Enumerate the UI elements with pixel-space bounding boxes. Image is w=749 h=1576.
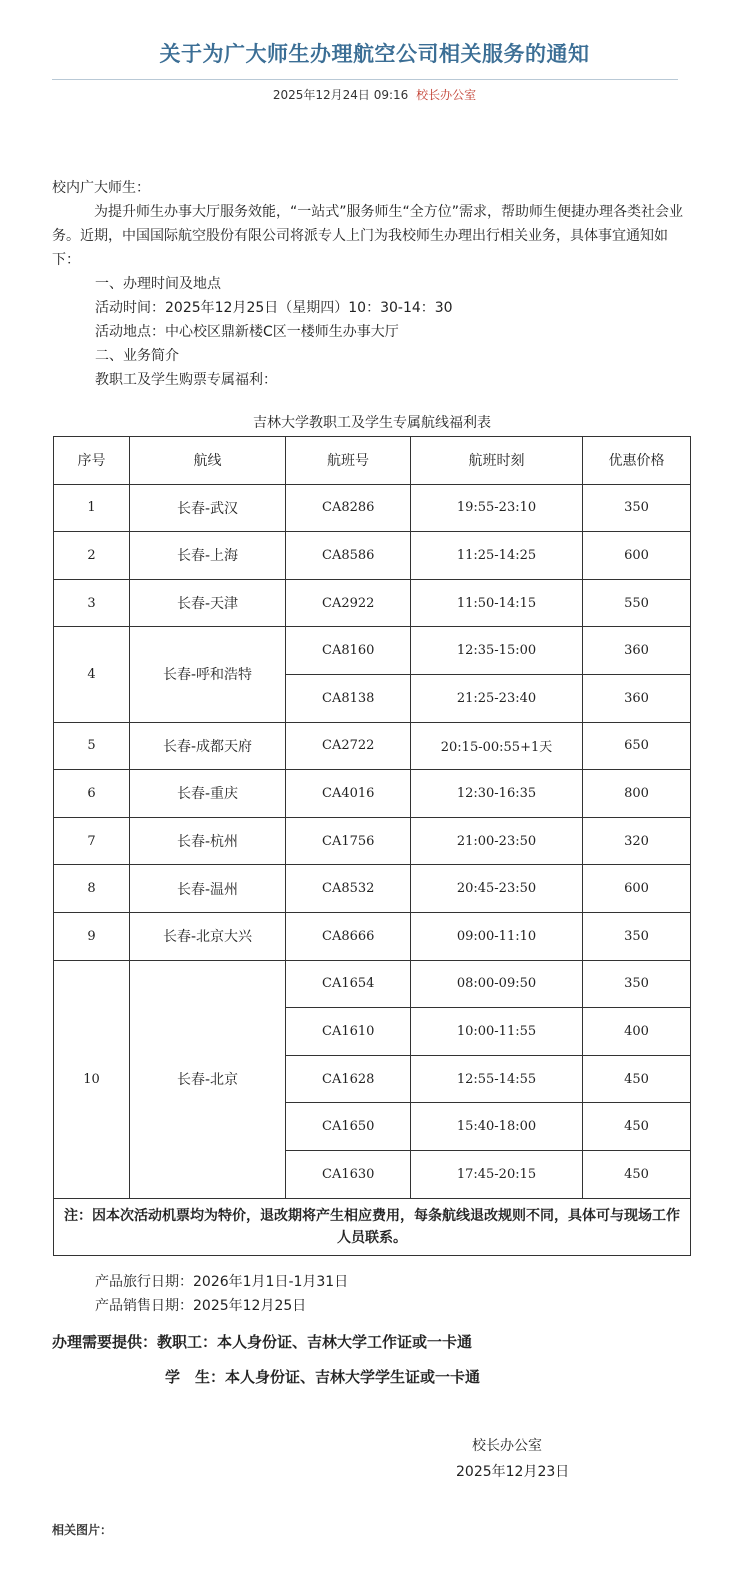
signature-office: 校长办公室 — [472, 1438, 542, 1454]
table-row — [54, 532, 691, 580]
flight-time-cell: 19:55-23:10 — [411, 484, 583, 532]
price-cell: 350 — [583, 912, 691, 960]
header-flight-no: 航班号 — [286, 437, 411, 485]
flight-number-cell: CA1654 — [286, 960, 411, 1008]
row-number: 1 — [54, 484, 130, 532]
header-price: 优惠价格 — [583, 437, 691, 485]
flight-number-cell: CA1650 — [286, 1103, 411, 1151]
price-cell: 450 — [583, 1055, 691, 1103]
price-cell: 650 — [583, 722, 691, 770]
header-time: 航班时刻 — [411, 437, 583, 485]
row-number: 9 — [54, 912, 130, 960]
route-cell: 长春-重庆 — [130, 770, 286, 818]
section-heading-business: 二、业务简介 — [95, 348, 179, 364]
flight-time-cell: 10:00-11:55 — [411, 1008, 583, 1056]
related-images-label: 相关图片： — [52, 1523, 113, 1537]
flight-time-cell: 21:25-23:40 — [411, 674, 583, 722]
flight-time-cell: 20:15-00:55+1天 — [411, 722, 583, 770]
route-cell: 长春-成都天府 — [130, 722, 286, 770]
price-cell: 450 — [583, 1103, 691, 1151]
docs-student: 学 生：本人身份证、吉林大学学生证或一卡通 — [165, 1368, 481, 1386]
flight-number-cell: CA1756 — [286, 817, 411, 865]
table-note: 注：因本次活动机票均为特价，退改期将产生相应费用，每条航线退改规则不同，具体可与现场工作人员联系。 — [54, 1198, 691, 1255]
intro-paragraph: 为提升师生办事大厅服务效能，“一站式”服务师生“全方位”需求，帮助师生便捷办理各类社会业务。近期，中国国际航空股份有限公司将派专人上门为我校师生办理出行相关业务，具体事宜通知如下： — [52, 204, 684, 268]
travel-date: 产品旅行日期：2026年1月1日-1月31日 — [95, 1274, 349, 1290]
price-cell: 350 — [583, 960, 691, 1008]
flight-time-cell: 09:00-11:10 — [411, 912, 583, 960]
row-number: 8 — [54, 865, 130, 913]
note-row — [54, 1198, 691, 1255]
price-cell: 320 — [583, 817, 691, 865]
table-row — [54, 817, 691, 865]
route-cell: 长春-杭州 — [130, 817, 286, 865]
price-cell: 360 — [583, 674, 691, 722]
flight-number-cell: CA8160 — [286, 627, 411, 675]
table-body — [54, 484, 691, 1255]
flight-number-cell: CA8286 — [286, 484, 411, 532]
header-route: 航线 — [130, 437, 286, 485]
flight-number-cell: CA1630 — [286, 1150, 411, 1198]
docs-staff: 办理需要提供：教职工：本人身份证、吉林大学工作证或一卡通 — [52, 1333, 473, 1351]
notice-meta — [0, 86, 749, 103]
activity-time: 活动时间：2025年12月25日（星期四）10：30-14：30 — [95, 300, 453, 316]
flight-time-cell: 08:00-09:50 — [411, 960, 583, 1008]
row-number: 6 — [54, 770, 130, 818]
flight-number-cell: CA8586 — [286, 532, 411, 580]
table-header-row — [54, 437, 691, 485]
header-no: 序号 — [54, 437, 130, 485]
table-row — [54, 627, 691, 675]
flight-benefit-table — [53, 436, 691, 1256]
price-cell: 400 — [583, 1008, 691, 1056]
flight-number-cell: CA8138 — [286, 674, 411, 722]
price-cell: 550 — [583, 579, 691, 627]
table-row — [54, 960, 691, 1008]
publish-datetime: 2025年12月24日 09:16 — [272, 88, 409, 102]
flight-number-cell: CA1610 — [286, 1008, 411, 1056]
row-number: 5 — [54, 722, 130, 770]
flight-number-cell: CA1628 — [286, 1055, 411, 1103]
table-row — [54, 770, 691, 818]
flight-time-cell: 15:40-18:00 — [411, 1103, 583, 1151]
flight-time-cell: 11:25-14:25 — [411, 532, 583, 580]
route-cell: 长春-呼和浩特 — [130, 627, 286, 722]
flight-number-cell: CA4016 — [286, 770, 411, 818]
price-cell: 350 — [583, 484, 691, 532]
table-row — [54, 484, 691, 532]
price-cell: 360 — [583, 627, 691, 675]
benefit-intro: 教职工及学生购票专属福利： — [95, 372, 277, 388]
signature-date: 2025年12月23日 — [456, 1464, 570, 1480]
flight-time-cell: 12:35-15:00 — [411, 627, 583, 675]
flight-number-cell: CA2922 — [286, 579, 411, 627]
flight-time-cell: 12:30-16:35 — [411, 770, 583, 818]
price-cell: 450 — [583, 1150, 691, 1198]
route-cell: 长春-北京 — [130, 960, 286, 1198]
table-row — [54, 579, 691, 627]
flight-time-cell: 20:45-23:50 — [411, 865, 583, 913]
greeting: 校内广大师生： — [52, 180, 150, 196]
table-row — [54, 865, 691, 913]
row-number: 2 — [54, 532, 130, 580]
flight-number-cell: CA8532 — [286, 865, 411, 913]
publisher-link[interactable]: 校长办公室 — [416, 88, 477, 102]
row-number: 3 — [54, 579, 130, 627]
price-cell: 600 — [583, 532, 691, 580]
row-number: 10 — [54, 960, 130, 1198]
price-cell: 600 — [583, 865, 691, 913]
notice-title: 关于为广大师生办理航空公司相关服务的通知 — [159, 42, 590, 66]
title-divider — [52, 79, 678, 80]
flight-time-cell: 21:00-23:50 — [411, 817, 583, 865]
flight-number-cell: CA2722 — [286, 722, 411, 770]
route-cell: 长春-上海 — [130, 532, 286, 580]
row-number: 4 — [54, 627, 130, 722]
flight-time-cell: 12:55-14:55 — [411, 1055, 583, 1103]
flight-time-cell: 11:50-14:15 — [411, 579, 583, 627]
table-row — [54, 722, 691, 770]
flight-number-cell: CA8666 — [286, 912, 411, 960]
table-caption: 吉林大学教职工及学生专属航线福利表 — [253, 415, 491, 431]
flight-time-cell: 17:45-20:15 — [411, 1150, 583, 1198]
row-number: 7 — [54, 817, 130, 865]
route-cell: 长春-北京大兴 — [130, 912, 286, 960]
route-cell: 长春-武汉 — [130, 484, 286, 532]
route-cell: 长春-天津 — [130, 579, 286, 627]
activity-place: 活动地点：中心校区鼎新楼C区一楼师生办事大厅 — [95, 324, 399, 340]
price-cell: 800 — [583, 770, 691, 818]
section-heading-time-place: 一、办理时间及地点 — [95, 276, 221, 292]
table-row — [54, 912, 691, 960]
route-cell: 长春-温州 — [130, 865, 286, 913]
sale-date: 产品销售日期：2025年12月25日 — [95, 1298, 307, 1314]
